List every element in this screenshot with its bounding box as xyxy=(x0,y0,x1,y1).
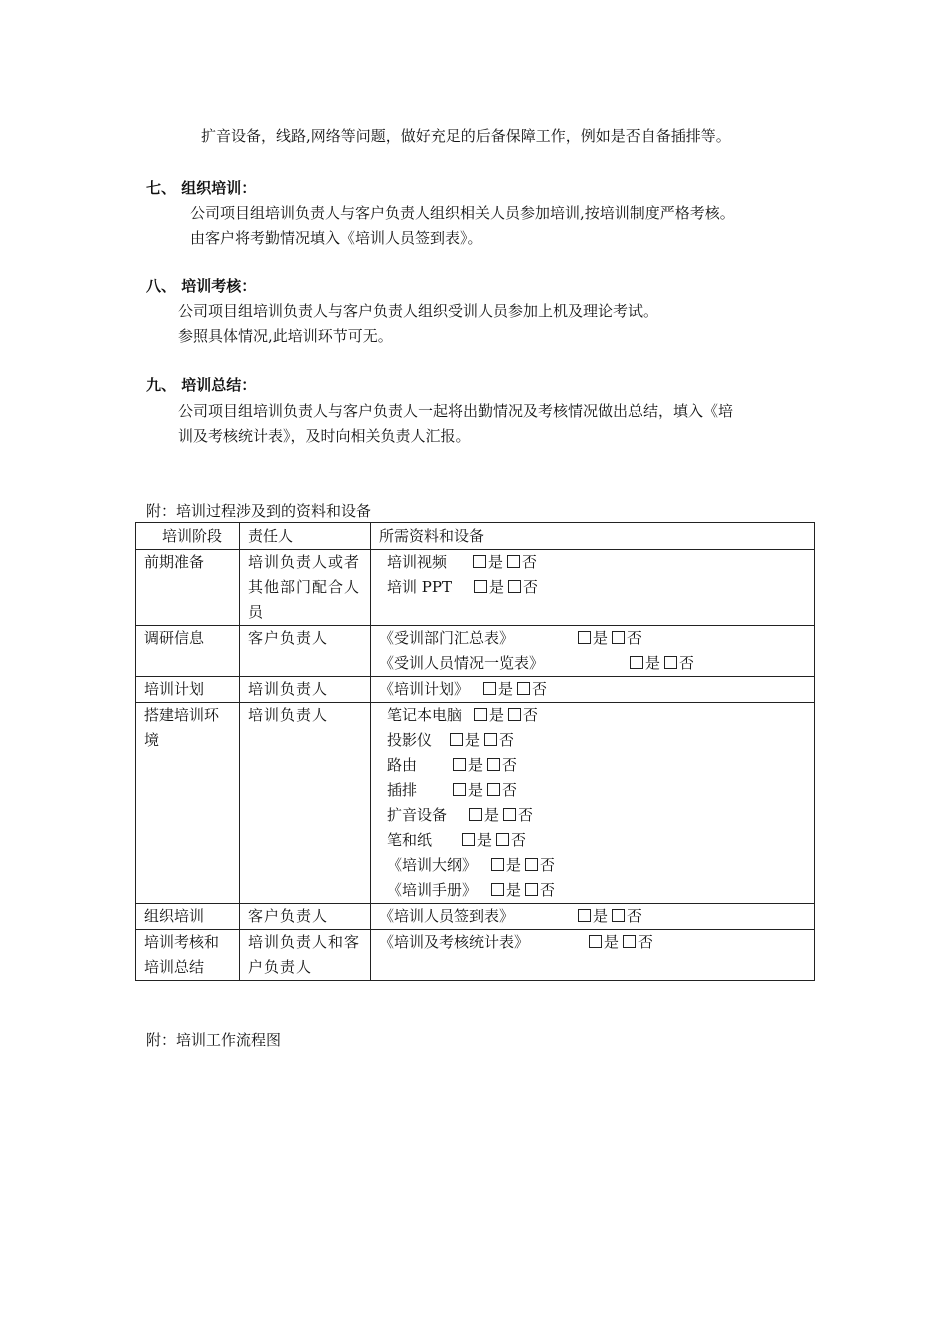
cell-stage: 组织培训 xyxy=(136,904,240,930)
material-item xyxy=(387,853,806,878)
owner-text: 培训负责人和客户负责人 xyxy=(248,933,361,976)
option-label: 是 xyxy=(477,831,493,849)
checkbox-icon[interactable] xyxy=(517,682,530,695)
checkbox-icon[interactable] xyxy=(623,935,636,948)
material-name: 培训视频 xyxy=(387,553,448,571)
option-no[interactable] xyxy=(508,575,538,600)
checkbox-icon[interactable] xyxy=(507,555,520,568)
option-label: 是 xyxy=(498,680,514,698)
cell-stage: 培训计划 xyxy=(136,677,240,703)
material-item xyxy=(387,703,806,728)
table-row xyxy=(136,677,815,703)
checkbox-icon[interactable] xyxy=(474,580,487,593)
material-name: 《培训人员签到表》 xyxy=(379,907,515,925)
table-header-row xyxy=(136,523,815,550)
checkbox-icon[interactable] xyxy=(525,858,538,871)
cell-materials xyxy=(371,626,815,677)
section-8-line-1: 公司项目组培训负责人与客户负责人组织受训人员参加上机及理论考试。 xyxy=(178,302,659,320)
header-owner: 责任人 xyxy=(240,523,371,550)
option-label: 否 xyxy=(679,654,695,672)
option-yes[interactable] xyxy=(469,803,499,828)
option-no[interactable] xyxy=(503,803,533,828)
option-yes[interactable] xyxy=(491,878,521,903)
option-label: 是 xyxy=(593,629,609,647)
option-yes[interactable] xyxy=(462,828,492,853)
cell-materials xyxy=(371,904,815,930)
option-no[interactable] xyxy=(487,753,517,778)
cell-stage: 搭建培训环境 xyxy=(136,703,240,904)
checkbox-icon[interactable] xyxy=(453,758,466,771)
option-label: 是 xyxy=(645,654,661,672)
material-item xyxy=(387,878,806,903)
checkbox-icon[interactable] xyxy=(578,631,591,644)
owner-text: 客户负责人 xyxy=(248,907,329,925)
option-label: 否 xyxy=(540,856,556,874)
option-yes[interactable] xyxy=(473,550,503,575)
table-caption: 附：培训过程涉及到的资料和设备 xyxy=(146,502,372,520)
checkbox-icon[interactable] xyxy=(503,808,516,821)
material-name: 《培训计划》 xyxy=(379,680,470,698)
option-label: 是 xyxy=(604,933,620,951)
checkbox-icon[interactable] xyxy=(589,935,602,948)
option-no[interactable] xyxy=(525,878,555,903)
table-row xyxy=(136,930,815,981)
material-name: 《受训人员情况一览表》 xyxy=(379,654,545,672)
option-label: 否 xyxy=(638,933,654,951)
material-name: 插排 xyxy=(387,781,418,799)
material-item xyxy=(379,677,806,702)
option-yes[interactable] xyxy=(474,575,504,600)
cell-materials xyxy=(371,703,815,904)
section-9-line-2: 训及考核统计表》，及时向相关负责人汇报。 xyxy=(178,427,471,445)
owner-text: 培训负责人 xyxy=(248,706,329,724)
material-item xyxy=(387,778,806,803)
cell-materials xyxy=(371,550,815,626)
option-no[interactable] xyxy=(664,651,694,676)
material-item xyxy=(387,728,806,753)
option-label: 是 xyxy=(465,731,481,749)
option-label: 是 xyxy=(488,553,504,571)
option-no[interactable] xyxy=(612,904,642,929)
table-row xyxy=(136,626,815,677)
material-item xyxy=(379,904,806,929)
checkbox-icon[interactable] xyxy=(484,733,497,746)
cell-stage: 培训考核和培训总结 xyxy=(136,930,240,981)
table-row xyxy=(136,703,815,904)
section-heading-9: 九、 培训总结： xyxy=(146,376,257,394)
option-label: 否 xyxy=(499,731,515,749)
material-item xyxy=(387,803,806,828)
checkbox-icon[interactable] xyxy=(612,909,625,922)
checkbox-icon[interactable] xyxy=(491,883,504,896)
option-yes[interactable] xyxy=(483,677,513,702)
checkbox-icon[interactable] xyxy=(474,708,487,721)
checkbox-icon[interactable] xyxy=(469,808,482,821)
option-yes[interactable] xyxy=(453,778,483,803)
option-no[interactable] xyxy=(525,853,555,878)
option-yes[interactable] xyxy=(578,626,608,651)
option-no[interactable] xyxy=(487,778,517,803)
checkbox-icon[interactable] xyxy=(483,682,496,695)
checkbox-icon[interactable] xyxy=(450,733,463,746)
option-label: 是 xyxy=(593,907,609,925)
material-name: 《受训部门汇总表》 xyxy=(379,629,515,647)
option-label: 是 xyxy=(489,706,505,724)
material-item xyxy=(387,575,806,600)
checkbox-icon[interactable] xyxy=(473,555,486,568)
option-label: 否 xyxy=(522,578,538,596)
option-label: 否 xyxy=(627,907,643,925)
material-name: 《培训及考核统计表》 xyxy=(379,933,530,951)
material-name: 培训 PPT xyxy=(387,578,452,596)
option-no[interactable] xyxy=(612,626,642,651)
section-7-line-1: 公司项目组培训负责人与客户负责人组织相关人员参加培训,按培训制度严格考核。 xyxy=(190,204,735,222)
option-yes[interactable] xyxy=(589,930,619,955)
option-no[interactable] xyxy=(496,828,526,853)
option-label: 是 xyxy=(484,806,500,824)
cell-owner xyxy=(240,904,371,930)
material-item xyxy=(379,626,806,651)
cell-stage: 前期准备 xyxy=(136,550,240,626)
checkbox-icon[interactable] xyxy=(462,833,475,846)
option-yes[interactable] xyxy=(491,853,521,878)
option-no[interactable] xyxy=(517,677,547,702)
cell-owner xyxy=(240,677,371,703)
option-label: 否 xyxy=(627,629,643,647)
option-label: 是 xyxy=(488,578,504,596)
material-name: 投影仪 xyxy=(387,731,433,749)
checkbox-icon[interactable] xyxy=(578,909,591,922)
checkbox-icon[interactable] xyxy=(612,631,625,644)
option-label: 否 xyxy=(522,553,538,571)
section-heading-8: 八、 培训考核： xyxy=(146,277,257,295)
material-item xyxy=(379,651,806,676)
checkbox-icon[interactable] xyxy=(491,858,504,871)
table-row xyxy=(136,550,815,626)
section-9-line-1: 公司项目组培训负责人与客户负责人一起将出勤情况及考核情况做出总结，填入《培 xyxy=(178,402,734,420)
checkbox-icon[interactable] xyxy=(487,758,500,771)
checkbox-icon[interactable] xyxy=(508,708,521,721)
material-name: 扩音设备 xyxy=(387,806,448,824)
cell-owner xyxy=(240,626,371,677)
option-yes[interactable] xyxy=(474,703,504,728)
option-no[interactable] xyxy=(623,930,653,955)
option-label: 否 xyxy=(532,680,548,698)
option-yes[interactable] xyxy=(630,651,660,676)
option-label: 否 xyxy=(518,806,534,824)
checkbox-icon[interactable] xyxy=(496,833,509,846)
checkbox-icon[interactable] xyxy=(630,656,643,669)
checkbox-icon[interactable] xyxy=(664,656,677,669)
option-label: 否 xyxy=(502,781,518,799)
checkbox-icon[interactable] xyxy=(508,580,521,593)
owner-text: 客户负责人 xyxy=(248,629,329,647)
table-row xyxy=(136,904,815,930)
material-name: 《培训大纲》 xyxy=(387,856,478,874)
cell-owner xyxy=(240,930,371,981)
cell-stage: 调研信息 xyxy=(136,626,240,677)
header-materials: 所需资料和设备 xyxy=(371,523,815,550)
option-no[interactable] xyxy=(508,703,538,728)
material-item xyxy=(387,828,806,853)
cell-materials xyxy=(371,677,815,703)
header-stage: 培训阶段 xyxy=(136,523,240,550)
owner-text: 培训负责人或者其他部门配合人员 xyxy=(248,553,361,621)
cell-materials xyxy=(371,930,815,981)
material-item xyxy=(379,930,806,955)
material-name: 笔和纸 xyxy=(387,831,433,849)
option-label: 否 xyxy=(540,881,556,899)
option-no[interactable] xyxy=(484,728,514,753)
material-name: 笔记本电脑 xyxy=(387,706,463,724)
owner-text: 培训负责人 xyxy=(248,680,329,698)
section-7-line-2: 由客户将考勤情况填入《培训人员签到表》。 xyxy=(190,229,483,247)
option-label: 是 xyxy=(506,856,522,874)
option-label: 否 xyxy=(511,831,527,849)
option-label: 是 xyxy=(506,881,522,899)
cell-owner xyxy=(240,703,371,904)
checkbox-icon[interactable] xyxy=(453,783,466,796)
option-label: 是 xyxy=(468,781,484,799)
option-label: 否 xyxy=(502,756,518,774)
section-8-line-2: 参照具体情况,此培训环节可无。 xyxy=(178,327,393,345)
material-item xyxy=(387,753,806,778)
checkbox-icon[interactable] xyxy=(487,783,500,796)
option-no[interactable] xyxy=(507,550,537,575)
material-name: 路由 xyxy=(387,756,418,774)
section-heading-7: 七、 组织培训： xyxy=(146,179,257,197)
option-yes[interactable] xyxy=(450,728,480,753)
flowchart-caption: 附：培训工作流程图 xyxy=(146,1031,282,1049)
material-item xyxy=(387,550,806,575)
material-name: 《培训手册》 xyxy=(387,881,478,899)
option-yes[interactable] xyxy=(578,904,608,929)
option-label: 是 xyxy=(468,756,484,774)
resources-table xyxy=(135,522,815,981)
checkbox-icon[interactable] xyxy=(525,883,538,896)
option-label: 否 xyxy=(523,706,539,724)
cell-owner xyxy=(240,550,371,626)
intro-line: 扩音设备，线路,网络等问题，做好充足的后备保障工作，例如是否自备插排等。 xyxy=(201,127,731,145)
option-yes[interactable] xyxy=(453,753,483,778)
